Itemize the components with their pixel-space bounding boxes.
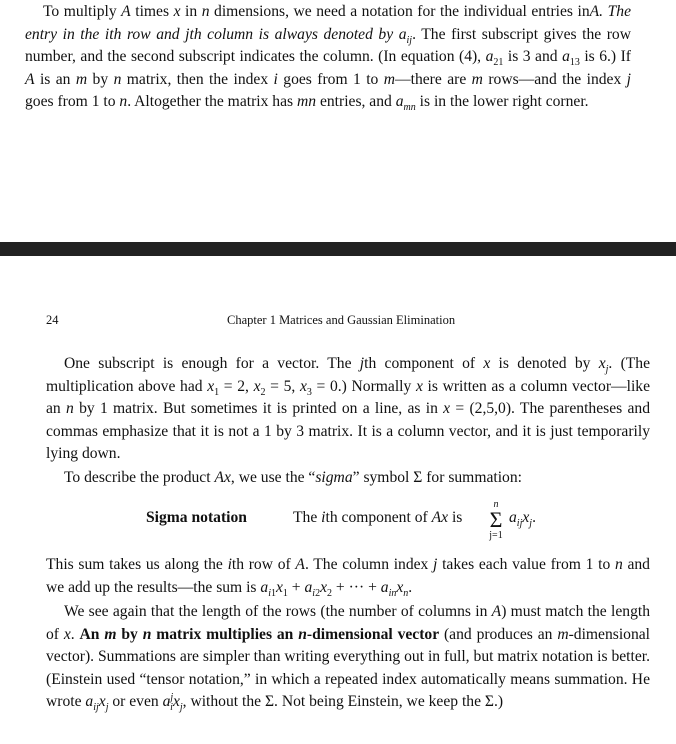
sigma-term: $a_{ij}x_j$. xyxy=(509,509,536,530)
sigma-upper-limit: n xyxy=(493,499,499,510)
page-divider xyxy=(0,242,676,256)
paragraph-sum-along-row: This sum takes us along the ith row of A. The column index j takes each value from 1 to n and we add up the results—the sum is $a_{i1}x_1 + a_{i2}x_2$ + ··· + $a_{in}x_n$. xyxy=(46,556,650,599)
sigma-lower-limit: j=1 xyxy=(489,530,503,541)
bottom-page xyxy=(0,256,676,744)
sigma-glyph: Σ xyxy=(489,507,503,532)
paragraph-sigma-intro: To describe the product Ax, we use the “sigma” symbol Σ for summation: xyxy=(64,469,522,486)
paragraph-length-match: We see again that the length of the rows (the number of columns in A) must match the length of x. An m by n matrix multiplies an n-dimensional vector (and produces an m-dimensional vector). Summations are simpler than writing everything out in full, but matrix notation is better. (Einstein used “tensor notation,” in which a repeated index automatically means summation. He wrote $a_{ij}x_j$ or even $a^j_ix_j$, without the Σ. Not being Einstein, we keep the Σ.) xyxy=(46,603,650,714)
sigma-notation-text: The ith component of Ax is xyxy=(293,509,463,526)
paragraph-vector-subscript: One subscript is enough for a vector. The jth component of x is denoted by $x_j$. (The multiplication above had $x_1 = 2$, $x_2 = 5$, $x_3 = 0$.) Normally x is written as a column vector—like an n by 1 matrix. But sometimes it is printed on a line, as in x = (2,5,0). The parentheses and commas emphasize that it is not a 1 by 3 matrix. It is a column vector, and it is just temporarily lying down. xyxy=(46,355,651,462)
sigma-notation-display xyxy=(146,494,616,552)
page-number: 24 xyxy=(46,313,59,327)
paragraph-entry-notation: To multiply A times x in n dimensions, we need a notation for the individual entries inA. The entry in the ith row and jth column is always denoted by $a_{ij}$. The first subscript gives the row number, and the second subscript indicates the column. (In equation (4), $a_{21}$ is 3 and $a_{13}$ is 6.) If A is an m by n matrix, then the index i goes from 1 to m—there are m rows—and the index j goes from 1 to n. Altogether the matrix has mn entries, and $a_{mn}$ is in the lower right corner. xyxy=(25,3,632,114)
sigma-notation-label: Sigma notation xyxy=(146,509,247,526)
top-page-fragment xyxy=(0,0,676,242)
chapter-title: Chapter 1 Matrices and Gaussian Elimination xyxy=(227,313,456,327)
sigma-symbol xyxy=(486,500,506,542)
